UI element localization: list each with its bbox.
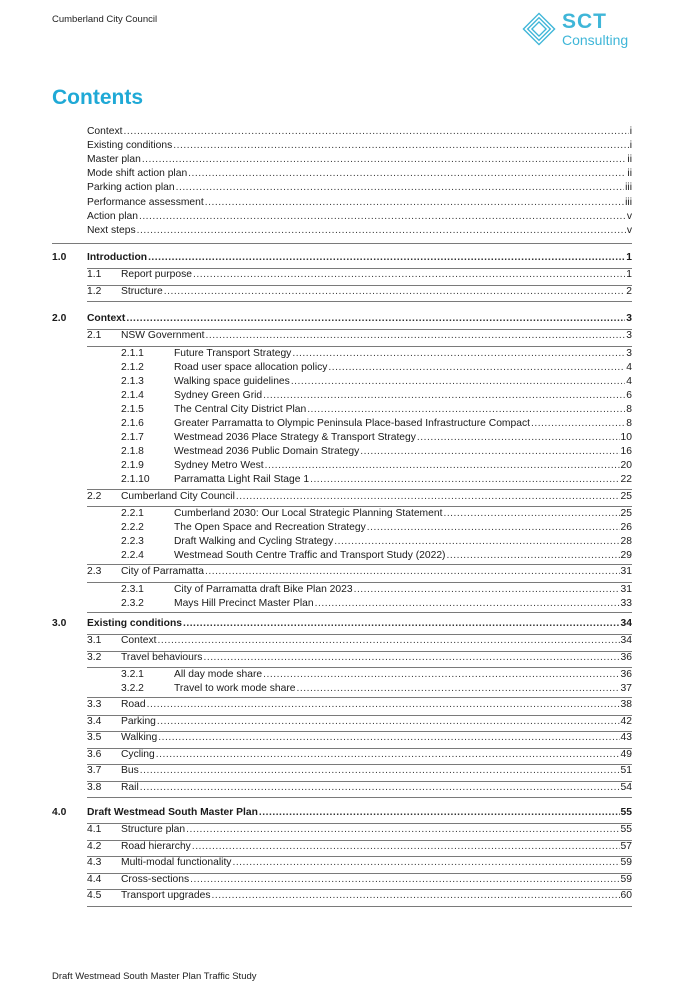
toc-entry-number: 3.1	[87, 635, 102, 646]
toc-dot-leader	[531, 417, 625, 431]
toc-entry-number: 2.1.1	[121, 347, 144, 359]
toc-subsection-entry[interactable]	[121, 781, 632, 795]
toc-entry-title: Bus	[121, 765, 139, 777]
toc-entry-title: Sydney Metro West	[174, 460, 264, 472]
toc-dot-leader	[183, 617, 620, 631]
toc-entry-title: City of Parramatta draft Bike Plan 2023	[174, 583, 353, 595]
toc-entry-title: Cross-sections	[121, 873, 190, 885]
toc-summary-entry[interactable]	[87, 210, 632, 224]
toc-page-number: v	[626, 210, 632, 222]
toc-page-number: 8	[626, 403, 632, 415]
toc-subsection-entry[interactable]	[121, 873, 632, 887]
toc-divider	[87, 612, 632, 613]
toc-page-number: 22	[620, 474, 632, 486]
toc-entry-title: Road user space allocation policy	[174, 361, 328, 373]
toc-page-number: 2	[626, 285, 632, 297]
toc-subsection-entry[interactable]	[121, 840, 632, 854]
toc-subsection-entry[interactable]	[121, 715, 632, 729]
toc-subsection-entry[interactable]	[121, 731, 632, 745]
toc-subsubsection-entry[interactable]	[174, 549, 632, 563]
toc-entry-number: 2.3.1	[121, 583, 144, 595]
toc-section-heading[interactable]	[87, 617, 632, 631]
toc-dot-leader	[205, 196, 624, 210]
toc-dot-leader	[447, 549, 620, 563]
toc-entry-title: Cycling	[121, 748, 155, 760]
toc-page-number: 3	[626, 347, 632, 359]
logo-wordmark: SCT	[562, 10, 607, 33]
toc-dot-leader	[259, 806, 620, 820]
toc-dot-leader	[203, 651, 619, 665]
toc-page-number: ii	[627, 154, 632, 166]
toc-entry-title: Report purpose	[121, 269, 192, 280]
toc-dot-leader	[263, 389, 625, 403]
toc-page-number: 59	[620, 857, 632, 868]
toc-entry-number: 2.2	[87, 490, 102, 502]
header-org-name: Cumberland City Council	[52, 14, 158, 25]
toc-summary-entry[interactable]	[87, 153, 632, 167]
toc-subsubsection-entry[interactable]	[174, 389, 632, 403]
toc-entry-title: Cumberland City Council	[121, 490, 235, 502]
toc-dot-leader	[142, 153, 627, 167]
toc-page-number: 10	[620, 432, 632, 444]
toc-entry-title: Westmead 2036 Public Domain Strategy	[174, 446, 360, 458]
toc-summary-entry[interactable]	[87, 167, 632, 181]
toc-entry-number: 4.0	[52, 807, 67, 818]
toc-entry-title: Transport upgrades	[121, 890, 211, 901]
toc-subsubsection-entry[interactable]	[174, 507, 632, 521]
toc-entry-title: Travel behaviours	[121, 651, 203, 663]
toc-subsection-entry[interactable]	[121, 634, 632, 648]
toc-entry-title: Parking action plan	[87, 182, 175, 194]
toc-dot-leader	[206, 329, 626, 343]
toc-entry-title: Existing conditions	[87, 618, 182, 629]
toc-dot-leader	[192, 840, 620, 854]
toc-subsubsection-entry[interactable]	[174, 597, 632, 611]
diamond-logo-icon	[518, 8, 562, 52]
toc-subsubsection-entry[interactable]	[174, 668, 632, 682]
toc-entry-number: 4.2	[87, 840, 102, 852]
toc-dot-leader	[263, 668, 619, 682]
toc-dot-leader	[417, 431, 620, 445]
toc-entry-number: 3.2	[87, 651, 102, 663]
toc-entry-number: 2.1.2	[121, 361, 144, 373]
toc-dot-leader	[124, 125, 629, 139]
toc-entry-title: Performance assessment	[87, 196, 204, 208]
toc-dot-leader	[354, 583, 620, 597]
page-title: Contents	[52, 86, 143, 109]
toc-page-number: 60	[620, 890, 632, 901]
toc-entry-number: 4.5	[87, 890, 102, 901]
toc-entry-title: Structure plan	[121, 824, 186, 835]
toc-dot-leader	[193, 268, 625, 282]
toc-subsubsection-entry[interactable]	[174, 431, 632, 445]
toc-entry-title: Walking	[121, 732, 158, 744]
toc-entry-number: 3.4	[87, 715, 102, 727]
toc-summary-entry[interactable]	[87, 224, 632, 238]
toc-entry-number: 3.5	[87, 732, 102, 744]
toc-divider	[87, 301, 632, 302]
toc-entry-title: The Central City District Plan	[174, 403, 307, 415]
toc-subsubsection-entry[interactable]	[174, 583, 632, 597]
toc-entry-title: Cumberland 2030: Our Local Strategic Planning Statement	[174, 508, 443, 519]
toc-dot-leader	[292, 347, 625, 361]
toc-entry-title: Westmead 2036 Place Strategy & Transport Strategy	[174, 432, 416, 444]
toc-entry-number: 2.3	[87, 566, 102, 578]
toc-summary-entry[interactable]	[87, 139, 632, 153]
toc-entry-number: 4.3	[87, 857, 102, 868]
toc-dot-leader	[157, 715, 620, 729]
toc-entry-number: 3.7	[87, 765, 102, 777]
toc-entry-number: 2.3.2	[121, 598, 144, 609]
toc-dot-leader	[297, 682, 620, 696]
toc-dot-leader	[367, 521, 620, 535]
toc-dot-leader	[147, 698, 620, 712]
toc-page-number: 42	[620, 715, 632, 727]
toc-subsubsection-entry[interactable]	[174, 375, 632, 389]
toc-page-number: 31	[620, 583, 632, 595]
toc-subsubsection-entry[interactable]	[174, 459, 632, 473]
toc-page-number: i	[629, 126, 632, 137]
toc-page-number: iii	[625, 196, 632, 208]
toc-page-number: 37	[620, 683, 632, 695]
toc-subsection-entry[interactable]	[121, 889, 632, 903]
toc-page-number: 55	[620, 807, 632, 818]
toc-entry-number: 3.2.2	[121, 683, 144, 695]
toc-dot-leader	[307, 403, 625, 417]
toc-section-heading[interactable]	[87, 312, 632, 326]
toc-page-number: 1	[626, 252, 632, 263]
toc-page-number: 28	[620, 536, 632, 548]
toc-section-heading[interactable]	[87, 251, 632, 265]
toc-page-number: 38	[620, 699, 632, 711]
toc-subsection-entry[interactable]	[121, 565, 632, 579]
toc-page-number: 49	[620, 748, 632, 760]
toc-dot-leader	[139, 210, 626, 224]
toc-dot-leader	[236, 490, 620, 504]
toc-entry-number: 2.1.4	[121, 389, 144, 401]
toc-entry-title: Parking	[121, 715, 156, 727]
toc-page-number: 36	[620, 669, 632, 680]
toc-entry-title: The Open Space and Recreation Strategy	[174, 522, 366, 534]
toc-subsection-entry[interactable]	[121, 651, 632, 665]
toc-page-number: v	[626, 224, 632, 236]
toc-subsubsection-entry[interactable]	[174, 403, 632, 417]
toc-page-number: 59	[620, 873, 632, 885]
toc-entry-number: 2.1.6	[121, 418, 144, 429]
toc-entry-title: Road hierarchy	[121, 840, 191, 852]
toc-summary-entry[interactable]	[87, 196, 632, 210]
toc-entry-title: Multi-modal functionality	[121, 857, 232, 868]
toc-subsubsection-entry[interactable]	[174, 473, 632, 487]
toc-entry-title: Next steps	[87, 224, 136, 236]
toc-divider	[52, 243, 632, 244]
toc-subsection-entry[interactable]	[121, 329, 632, 343]
toc-dot-leader	[140, 781, 620, 795]
toc-page-number: 16	[620, 446, 632, 458]
toc-entry-title: Master plan	[87, 154, 141, 166]
toc-page-number: i	[629, 140, 632, 152]
toc-page-number: 25	[620, 508, 632, 519]
toc-page-number: iii	[625, 182, 632, 194]
toc-dot-leader	[186, 823, 619, 837]
toc-entry-number: 3.2.1	[121, 669, 144, 680]
toc-page-number: 6	[626, 389, 632, 401]
toc-entry-title: Existing conditions	[87, 140, 173, 152]
toc-page-number: 34	[620, 618, 632, 629]
toc-dot-leader	[164, 285, 625, 299]
toc-entry-title: Future Transport Strategy	[174, 347, 292, 359]
toc-subsection-entry[interactable]	[121, 285, 632, 299]
toc-dot-leader	[140, 764, 620, 778]
toc-page-number: 3	[626, 330, 632, 341]
toc-dot-leader	[137, 224, 626, 238]
toc-entry-title: NSW Government	[121, 330, 205, 341]
toc-page-number: 25	[620, 490, 632, 502]
toc-subsubsection-entry[interactable]	[174, 361, 632, 375]
toc-dot-leader	[173, 139, 628, 153]
toc-entry-number: 1.2	[87, 285, 102, 297]
toc-page-number: 1	[626, 269, 632, 280]
toc-dot-leader	[211, 889, 619, 903]
toc-page-number: 3	[626, 313, 632, 324]
toc-divider	[87, 797, 632, 798]
toc-entry-number: 2.2.2	[121, 522, 144, 534]
toc-entry-title: Sydney Green Grid	[174, 389, 263, 401]
toc-entry-number: 1.0	[52, 252, 67, 263]
toc-entry-title: Action plan	[87, 210, 138, 222]
toc-page-number: 8	[626, 418, 632, 429]
toc-entry-title: Road	[121, 699, 146, 711]
toc-dot-leader	[334, 535, 619, 549]
toc-dot-leader	[291, 375, 625, 389]
toc-dot-leader	[315, 597, 620, 611]
toc-entry-number: 2.1.10	[121, 474, 150, 486]
toc-dot-leader	[443, 507, 619, 521]
toc-dot-leader	[265, 459, 620, 473]
toc-section-heading[interactable]	[87, 806, 632, 820]
toc-entry-number: 3.0	[52, 618, 67, 629]
toc-page-number: 33	[620, 598, 632, 609]
toc-summary-entry[interactable]	[87, 125, 632, 139]
toc-page-number: 43	[620, 732, 632, 744]
toc-entry-number: 4.1	[87, 824, 102, 835]
toc-dot-leader	[205, 565, 620, 579]
toc-subsubsection-entry[interactable]	[174, 535, 632, 549]
toc-entry-title: Mode shift action plan	[87, 168, 188, 180]
toc-entry-title: Introduction	[87, 252, 148, 263]
toc-page-number: 20	[620, 460, 632, 472]
toc-dot-leader	[126, 312, 625, 326]
toc-subsubsection-entry[interactable]	[174, 347, 632, 361]
toc-entry-title: Greater Parramatta to Olympic Peninsula Place-based Infrastructure Compact	[174, 418, 530, 429]
toc-entry-number: 2.1.5	[121, 403, 144, 415]
toc-page-number: 51	[620, 765, 632, 777]
footer-text: Draft Westmead South Master Plan Traffic Study	[52, 971, 257, 982]
toc-subsection-entry[interactable]	[121, 748, 632, 762]
toc-dot-leader	[360, 445, 619, 459]
toc-subsection-entry[interactable]	[121, 823, 632, 837]
toc-dot-leader	[328, 361, 625, 375]
toc-entry-number: 2.1.8	[121, 446, 144, 458]
toc-subsection-entry[interactable]	[121, 856, 632, 870]
toc-entry-number: 1.1	[87, 269, 102, 280]
toc-entry-number: 2.2.3	[121, 536, 144, 548]
toc-dot-leader	[176, 181, 625, 195]
toc-page-number: 57	[620, 840, 632, 852]
toc-entry-title: Context	[87, 126, 123, 137]
toc-entry-number: 3.3	[87, 699, 102, 711]
logo-subtitle: Consulting	[562, 32, 629, 48]
toc-entry-title: Context	[121, 635, 157, 646]
toc-page-number: 4	[626, 361, 632, 373]
toc-entry-number: 3.6	[87, 748, 102, 760]
toc-divider	[87, 906, 632, 907]
toc-entry-number: 2.1	[87, 330, 102, 341]
toc-subsubsection-entry[interactable]	[174, 445, 632, 459]
toc-entry-number: 4.4	[87, 873, 102, 885]
sct-logo	[518, 8, 638, 52]
toc-subsubsection-entry[interactable]	[174, 521, 632, 535]
toc-entry-number: 2.0	[52, 313, 67, 324]
toc-subsubsection-entry[interactable]	[174, 682, 632, 696]
toc-dot-leader	[156, 748, 620, 762]
toc-page-number: 31	[620, 566, 632, 578]
toc-entry-number: 2.2.4	[121, 550, 144, 562]
toc-dot-leader	[148, 251, 625, 265]
toc-entry-title: Draft Westmead South Master Plan	[87, 807, 258, 818]
toc-page-number: 55	[620, 824, 632, 835]
toc-subsection-entry[interactable]	[121, 764, 632, 778]
toc-dot-leader	[190, 873, 619, 887]
toc-page-number: 36	[620, 651, 632, 663]
toc-dot-leader	[310, 473, 619, 487]
toc-entry-number: 2.1.9	[121, 460, 144, 472]
toc-entry-number: 2.2.1	[121, 508, 144, 519]
toc-summary-entry[interactable]	[87, 181, 632, 195]
toc-entry-title: Travel to work mode share	[174, 683, 296, 695]
toc-dot-leader	[232, 856, 619, 870]
toc-dot-leader	[188, 167, 626, 181]
toc-entry-title: Draft Walking and Cycling Strategy	[174, 536, 334, 548]
toc-subsection-entry[interactable]	[121, 490, 632, 504]
toc-subsection-entry[interactable]	[121, 698, 632, 712]
toc-page-number: 4	[626, 375, 632, 387]
toc-dot-leader	[158, 731, 619, 745]
toc-page-number: 54	[620, 781, 632, 793]
toc-entry-title: Walking space guidelines	[174, 375, 290, 387]
toc-page-number: ii	[627, 168, 632, 180]
toc-entry-title: All day mode share	[174, 669, 263, 680]
toc-page-number: 26	[620, 522, 632, 534]
toc-entry-title: Westmead South Centre Traffic and Transport Study (2022)	[174, 550, 446, 562]
toc-page-number: 29	[620, 550, 632, 562]
toc-entry-title: Rail	[121, 781, 139, 793]
toc-entry-title: Parramatta Light Rail Stage 1	[174, 474, 310, 486]
toc-entry-title: Mays Hill Precinct Master Plan	[174, 598, 314, 609]
toc-subsubsection-entry[interactable]	[174, 417, 632, 431]
toc-page-number: 34	[620, 635, 632, 646]
toc-dot-leader	[158, 634, 620, 648]
toc-entry-title: City of Parramatta	[121, 566, 204, 578]
toc-entry-number: 3.8	[87, 781, 102, 793]
toc-entry-number: 2.1.7	[121, 432, 144, 444]
toc-entry-title: Structure	[121, 285, 163, 297]
toc-subsection-entry[interactable]	[121, 268, 632, 282]
toc-entry-number: 2.1.3	[121, 375, 144, 387]
toc-entry-title: Context	[87, 313, 126, 324]
